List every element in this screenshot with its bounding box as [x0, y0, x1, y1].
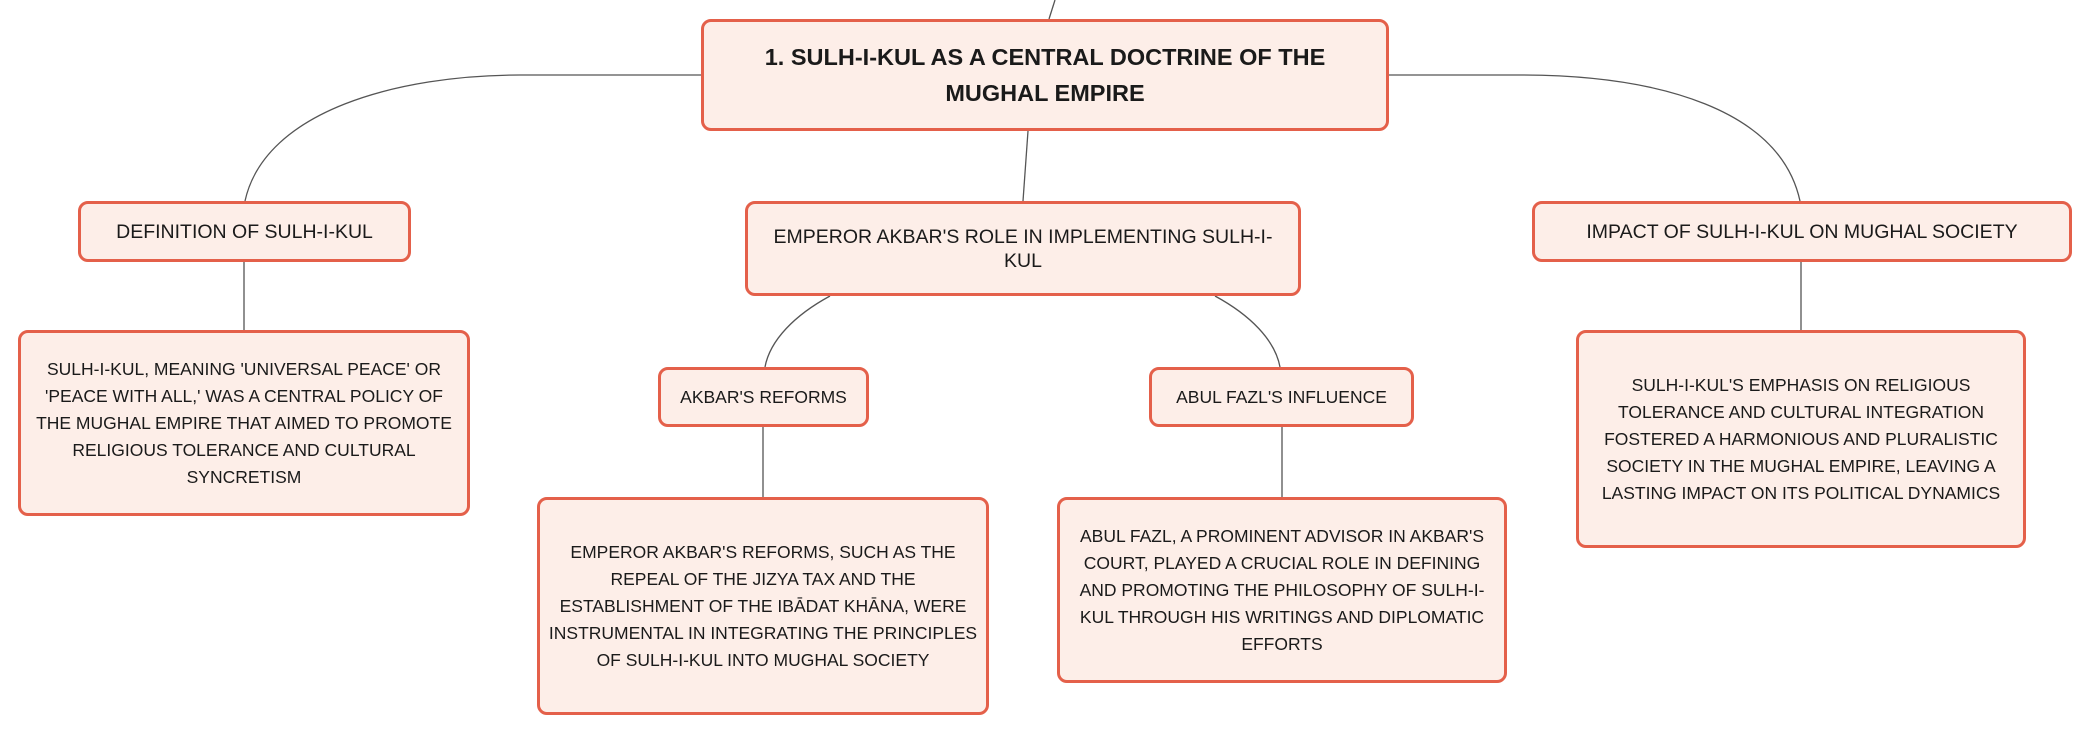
detail-impact[interactable] — [1576, 330, 2026, 548]
subtopic-abul-fazl-label: ABUL FAZL'S INFLUENCE — [1176, 387, 1387, 407]
connector-root-akbar-role — [1023, 131, 1028, 201]
topic-akbar-role[interactable] — [745, 201, 1301, 296]
topic-impact[interactable] — [1532, 201, 2072, 262]
topic-definition[interactable] — [78, 201, 411, 262]
subtopic-akbar-reforms[interactable] — [658, 367, 869, 427]
detail-definition-text: SULH-I-KUL, MEANING 'UNIVERSAL PEACE' OR 'PEACE WITH ALL,' WAS A CENTRAL POLICY OF THE MUGHAL EMPIRE THAT AIMED TO PROMOTE RELIGIOUS TOLERANCE AND CULTURAL SYNCRETISM — [36, 358, 452, 487]
detail-impact-text: SULH-I-KUL'S EMPHASIS ON RELIGIOUS TOLERANCE AND CULTURAL INTEGRATION FOSTERED A HARMONIOUS AND PLURALISTIC SOCIETY IN THE MUGHAL EMPIRE, LEAVING A LASTING IMPACT ON ITS POLITICAL DYNAMICS — [1601, 374, 2001, 503]
connector-akbar-role-abul-fazl — [1215, 296, 1280, 367]
detail-akbar-reforms-text: EMPEROR AKBAR'S REFORMS, SUCH AS THE REPEAL OF THE JIZYA TAX AND THE ESTABLISHMENT OF THE IBĀDAT KHĀNA, WERE INSTRUMENTAL IN INTEGRATING THE PRINCIPLES OF SULH-I-KUL INTO MUGHAL SOCIETY — [548, 541, 978, 670]
connector-root-impact — [1389, 75, 1800, 201]
detail-definition[interactable] — [18, 330, 470, 516]
detail-akbar-reforms[interactable] — [537, 497, 989, 715]
connector-root-parent — [1049, 0, 1055, 19]
detail-abul-fazl[interactable] — [1057, 497, 1507, 683]
subtopic-abul-fazl[interactable] — [1149, 367, 1414, 427]
detail-abul-fazl-text: ABUL FAZL, A PROMINENT ADVISOR IN AKBAR'S COURT, PLAYED A CRUCIAL ROLE IN DEFINING AND PROMOTING THE PHILOSOPHY OF SULH-I-KUL THROUGH HIS WRITINGS AND DIPLOMATIC EFFORTS — [1079, 525, 1485, 654]
subtopic-akbar-reforms-label: AKBAR'S REFORMS — [680, 387, 847, 407]
root-topic[interactable] — [701, 19, 1389, 131]
topic-impact-label: IMPACT OF SULH-I-KUL ON MUGHAL SOCIETY — [1586, 220, 2018, 243]
topic-akbar-role-label: EMPEROR AKBAR'S ROLE IN IMPLEMENTING SULH-I-KUL — [773, 225, 1273, 272]
root-topic-label: 1. SULH-I-KUL AS A CENTRAL DOCTRINE OF THE MUGHAL EMPIRE — [764, 44, 1326, 106]
topic-definition-label: DEFINITION OF SULH-I-KUL — [116, 220, 373, 243]
connector-akbar-role-reforms — [765, 296, 830, 367]
connector-root-definition — [245, 75, 701, 201]
